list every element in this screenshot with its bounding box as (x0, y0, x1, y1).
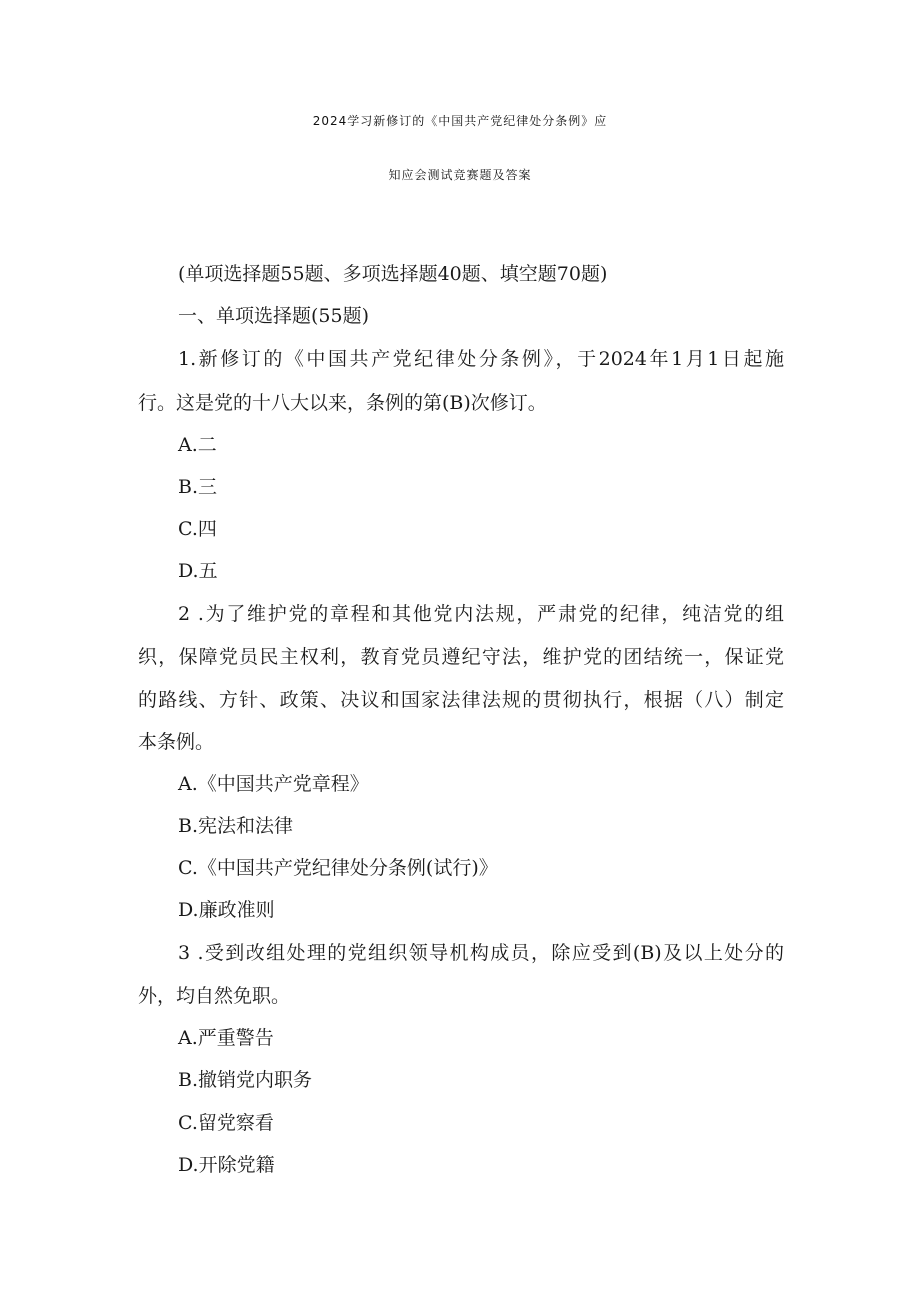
question-3-option-b: B.撤销党内职务 (178, 1069, 313, 1091)
question-2-stem-line-1: 2 .为了维护党的章程和其他党内法规，严肃党的纪律，纯洁党的组 (178, 603, 784, 625)
question-2-option-c: C.《中国共产党纪律处分条例(试行)》 (178, 857, 498, 879)
question-3-stem-line-2: 外，均自然免职。 (138, 985, 291, 1007)
question-2-stem-line-4: 本条例。 (138, 731, 215, 753)
document-title-line-1: 2024学习新修订的《中国共产党纪律处分条例》应 (312, 114, 608, 128)
question-1-option-c: C.四 (178, 518, 217, 540)
question-3-option-a: A.严重警告 (178, 1027, 274, 1049)
question-2-stem-line-3: 的路线、方针、政策、决议和国家法律法规的贯彻执行，根据（八）制定 (138, 689, 784, 711)
question-1-option-b: B.三 (178, 476, 218, 498)
question-2-option-d: D.廉政准则 (178, 899, 275, 921)
question-2-option-a: A.《中国共产党章程》 (178, 773, 369, 795)
question-1-stem-line-2: 行。这是党的十八大以来，条例的第(B)次修订。 (138, 392, 547, 414)
question-1-option-d: D.五 (178, 560, 218, 582)
question-3-option-d: D.开除党籍 (178, 1154, 275, 1176)
section-heading: 一、单项选择题(55题) (178, 305, 370, 327)
question-3-option-c: C.留党察看 (178, 1112, 274, 1134)
question-1-option-a: A.二 (178, 434, 217, 456)
question-count-intro: (单项选择题55题、多项选择题40题、填空题70题) (178, 263, 608, 285)
document-title-line-2: 知应会测试竞赛题及答案 (388, 168, 532, 182)
question-2-option-b: B.宪法和法律 (178, 815, 294, 837)
question-3-stem-line-1: 3 .受到改组处理的党组织领导机构成员，除应受到(B)及以上处分的 (178, 942, 784, 964)
question-1-stem-line-1: 1.新修订的《中国共产党纪律处分条例》，于2024年1月1日起施 (178, 348, 784, 370)
question-2-stem-line-2: 织，保障党员民主权利，教育党员遵纪守法，维护党的团结统一，保证党 (138, 646, 784, 668)
